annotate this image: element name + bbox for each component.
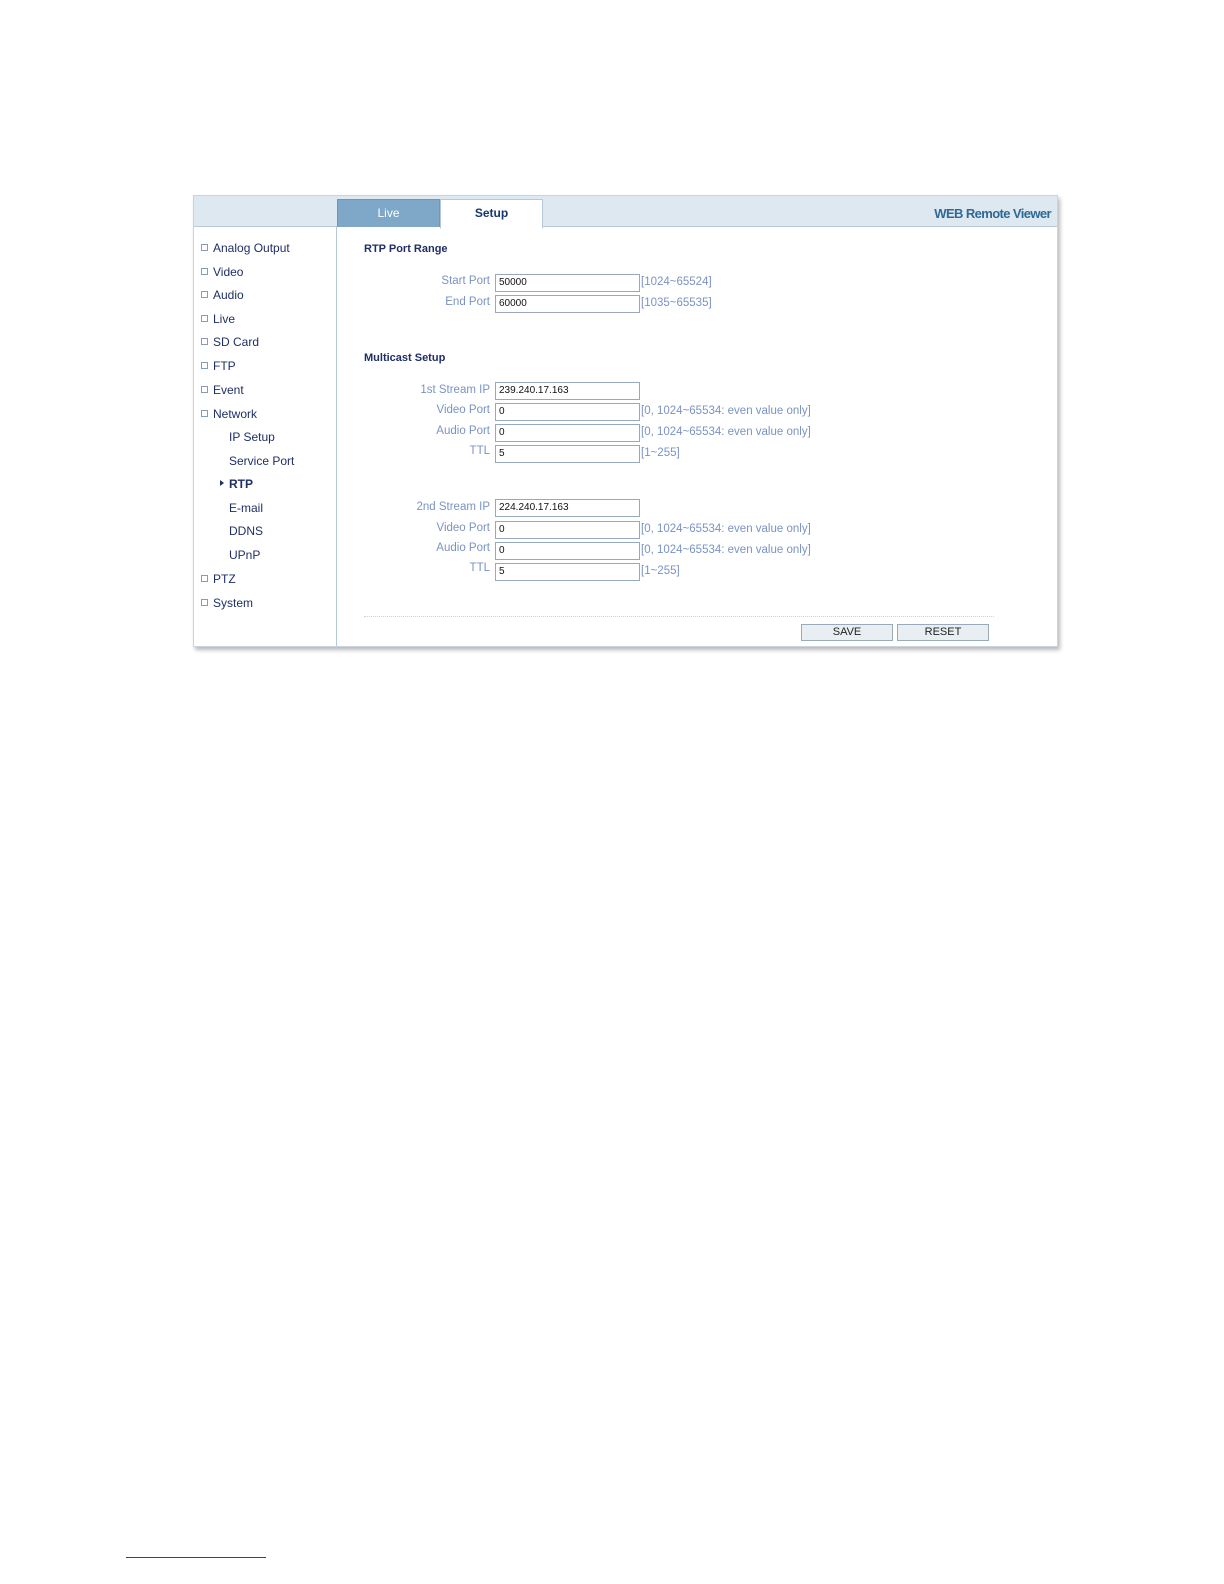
expand-icon — [201, 575, 208, 582]
sidebar-item-audio[interactable] — [201, 287, 244, 303]
sidebar-item-video[interactable] — [201, 264, 243, 280]
stream1-ttl-field[interactable]: 5 — [495, 445, 640, 463]
sidebar-item-network[interactable] — [201, 406, 257, 422]
expand-icon — [201, 268, 208, 275]
tab-setup[interactable]: Setup — [440, 199, 543, 229]
sidebar-item-live[interactable] — [201, 311, 235, 327]
sidebar-subitem-upnp[interactable]: UPnP — [229, 548, 261, 562]
end-port-hint: [1035~65535] — [641, 297, 712, 309]
sidebar-item-label: Video — [213, 265, 244, 279]
sidebar-item-system[interactable] — [201, 595, 253, 611]
sidebar-subitem-rtp[interactable] — [229, 476, 253, 492]
end-port-label: End Port — [445, 296, 490, 308]
footnote-rule — [126, 1557, 266, 1558]
start-port-hint: [1024~65524] — [641, 276, 712, 288]
section-title-rtp-port-range: RTP Port Range — [364, 243, 448, 255]
expand-icon — [201, 386, 208, 393]
sidebar-item-label: Analog Output — [213, 241, 290, 255]
stream1-audio-port-field[interactable]: 0 — [495, 424, 640, 442]
active-arrow-icon — [220, 480, 224, 486]
expand-icon — [201, 315, 208, 322]
sidebar-item-label: Audio — [213, 288, 244, 302]
sidebar-subitem-ddns[interactable]: DDNS — [229, 524, 264, 538]
stream1-video-port-hint: [0, 1024~65534: even value only] — [641, 405, 811, 417]
stream1-audio-port-label: Audio Port — [436, 425, 490, 437]
expand-icon — [201, 244, 208, 251]
stream2-ip-label: 2nd Stream IP — [416, 501, 490, 513]
sidebar-subitem-service-port[interactable]: Service Port — [229, 454, 295, 468]
stream1-ip-field[interactable]: 239.240.17.163 — [495, 382, 640, 400]
brand-title: WEB Remote Viewer — [934, 206, 1051, 221]
sidebar-subitem-ip-setup[interactable]: IP Setup — [229, 430, 275, 444]
reset-button[interactable]: RESET — [897, 624, 989, 641]
main-content — [337, 227, 1057, 646]
stream1-video-port-label: Video Port — [436, 404, 490, 416]
stream2-audio-port-field[interactable]: 0 — [495, 542, 640, 560]
expand-icon — [201, 599, 208, 606]
sidebar-item-label: Event — [213, 383, 244, 397]
expand-icon — [201, 338, 208, 345]
sidebar-subitem-label: RTP — [229, 477, 253, 491]
sidebar-item-ftp[interactable] — [201, 358, 236, 374]
sidebar-item-event[interactable] — [201, 382, 244, 398]
sidebar-item-label: Network — [213, 407, 258, 421]
start-port-field[interactable]: 50000 — [495, 274, 640, 292]
sidebar — [194, 227, 337, 646]
stream2-ip-field[interactable]: 224.240.17.163 — [495, 499, 640, 517]
web-viewer-window — [193, 195, 1058, 647]
expand-icon — [201, 362, 208, 369]
start-port-label: Start Port — [441, 275, 490, 287]
stream2-video-port-label: Video Port — [436, 522, 490, 534]
stream2-audio-port-hint: [0, 1024~65534: even value only] — [641, 544, 811, 556]
end-port-field[interactable]: 60000 — [495, 295, 640, 313]
divider — [364, 616, 994, 617]
stream2-video-port-field[interactable]: 0 — [495, 521, 640, 539]
sidebar-item-analog-output[interactable] — [201, 240, 290, 256]
section-title-multicast-setup: Multicast Setup — [364, 352, 446, 364]
tab-live[interactable]: Live — [337, 199, 440, 227]
stream2-ttl-field[interactable]: 5 — [495, 563, 640, 581]
stream2-video-port-hint: [0, 1024~65534: even value only] — [641, 523, 811, 535]
top-bar — [194, 196, 1057, 227]
expand-icon — [201, 291, 208, 298]
stream2-audio-port-label: Audio Port — [436, 542, 490, 554]
sidebar-item-label: Live — [213, 312, 236, 326]
stream1-ttl-label: TTL — [469, 445, 490, 457]
stream1-ip-label: 1st Stream IP — [420, 384, 490, 396]
sidebar-item-label: PTZ — [213, 572, 236, 586]
sidebar-item-label: FTP — [213, 359, 236, 373]
sidebar-item-label: System — [213, 596, 254, 610]
sidebar-item-ptz[interactable] — [201, 571, 236, 587]
stream2-ttl-hint: [1~255] — [641, 565, 680, 577]
stream2-ttl-label: TTL — [469, 562, 490, 574]
stream1-video-port-field[interactable]: 0 — [495, 403, 640, 421]
sidebar-item-sd-card[interactable] — [201, 334, 259, 350]
stream1-audio-port-hint: [0, 1024~65534: even value only] — [641, 426, 811, 438]
sidebar-item-label: SD Card — [213, 335, 260, 349]
expand-icon — [201, 410, 208, 417]
sidebar-subitem-email[interactable]: E-mail — [229, 501, 264, 515]
stream1-ttl-hint: [1~255] — [641, 447, 680, 459]
save-button[interactable]: SAVE — [801, 624, 893, 641]
